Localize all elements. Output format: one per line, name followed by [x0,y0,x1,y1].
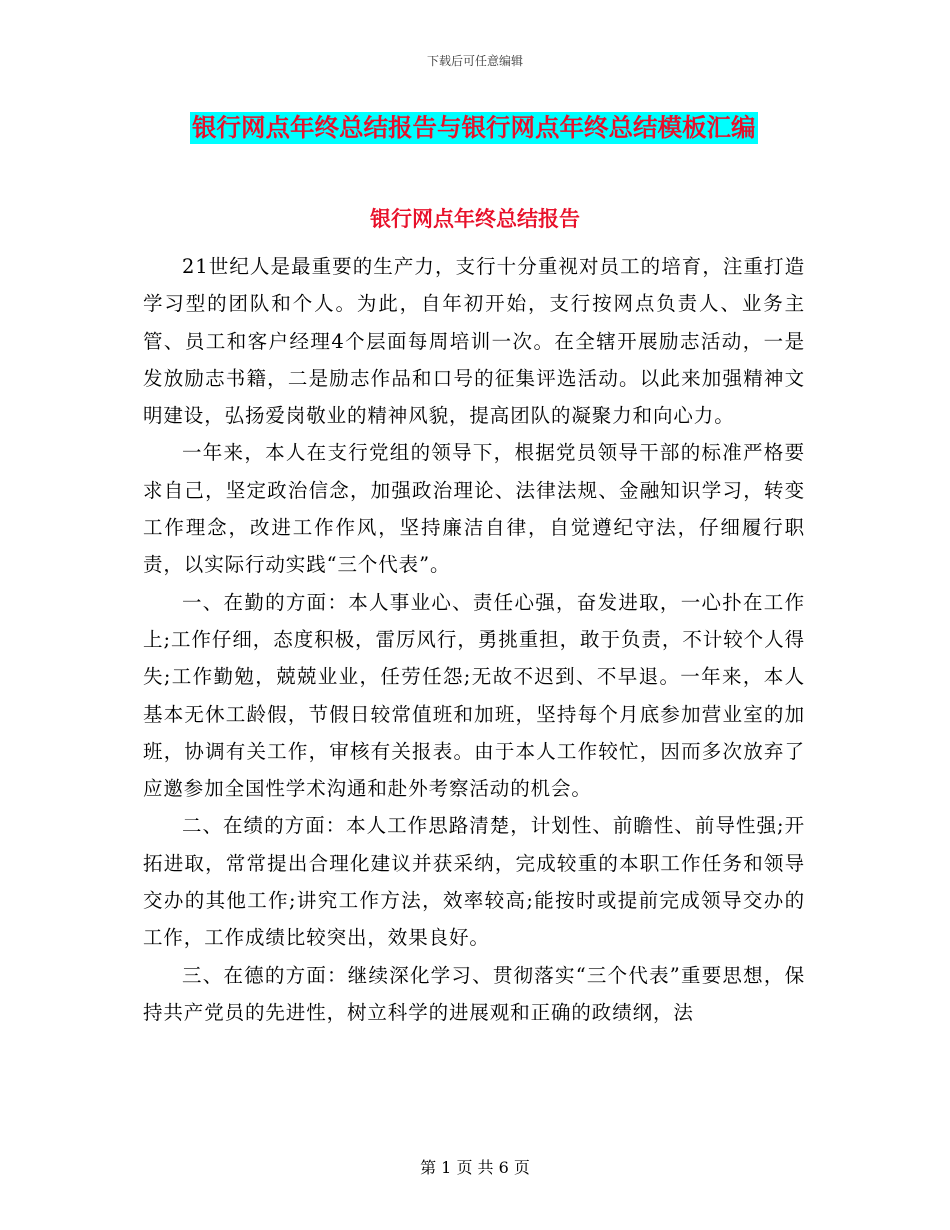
main-title-container [190,112,758,144]
paragraph: 一、在勤的方面：本人事业心、责任心强，奋发进取，一心扑在工作上;工作仔细，态度积极，雷厉风行，勇挑重担，敢于负责，不计较个人得失;工作勤勉，兢兢业业，任劳任怨;无故不迟到、不早退。一年来，本人基本无休工龄假，节假日较常值班和加班，坚持每个月底参加营业室的加班，协调有关工作，审核有关报表。由于本人工作较忙，因而多次放弃了应邀参加全国性学术沟通和赴外考察活动的机会。 [143,590,805,801]
paragraph: 二、在绩的方面：本人工作思路清楚，计划性、前瞻性、前导性强;开拓进取，常常提出合理化建议并获采纳，完成较重的本职工作任务和领导交办的其他工作;讲究工作方法，效率较高;能按时或提前完成领导交办的工作，工作成绩比较突出，效果良好。 [143,814,805,950]
paragraph: 21世纪人是最重要的生产力，支行十分重视对员工的培育，注重打造学习型的团队和个人。为此，自年初开始，支行按网点负责人、业务主管、员工和客户经理4个层面每周培训一次。在全辖开展励志活动，一是发放励志书籍，二是励志作品和口号的征集评选活动。以此来加强精神文明建设，弘扬爱岗敬业的精神风貌，提高团队的凝聚力和向心力。 [143,255,805,428]
page-number: 第 1 页 共 6 页 [420,1158,530,1177]
paragraph: 一年来，本人在支行党组的领导下，根据党员领导干部的标准严格要求自己，坚定政治信念，加强政治理论、法律法规、金融知识学习，转变工作理念，改进工作作风，坚持廉洁自律，自觉遵纪守法，仔细履行职责，以实际行动实践“三个代表”。 [143,441,805,577]
main-title: 银行网点年终总结报告与银行网点年终总结模板汇编 [192,113,756,142]
header-note: 下载后可任意编辑 [426,54,523,68]
paragraph: 三、在德的方面：继续深化学习、贯彻落实“三个代表”重要思想，保持共产党员的先进性，树立科学的进展观和正确的政绩纲，法 [143,963,805,1024]
document-body [143,248,805,1031]
section-title: 银行网点年终总结报告 [370,207,580,231]
